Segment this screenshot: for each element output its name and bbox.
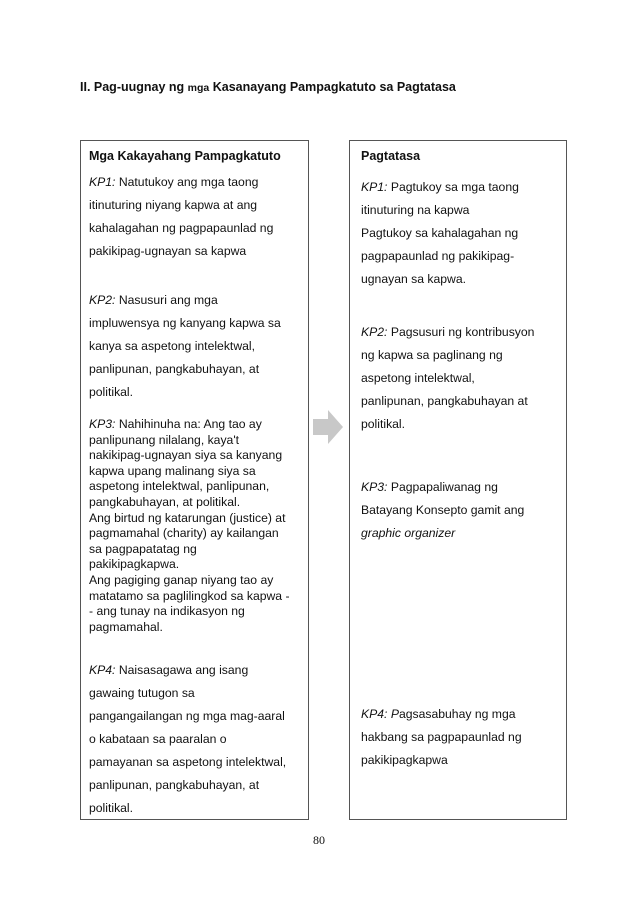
left-kp2: KP2: Nasusuri ang mga impluwensya ng kanyang kapwa sa kanya sa aspetong intelektwal, panlipunan, pangkabuhayan, at politikal. bbox=[89, 293, 281, 399]
left-kp4: KP4: Naisasagawa ang isang gawaing tutugon sa pangangailangan ng mga mag-aaral o kabataan sa paaralan o pamayanan sa aspetong intelektwal, panlipunan, pangkabuhayan, at politikal. bbox=[89, 663, 287, 815]
left-kp3: KP3: Nahihinuha na: Ang tao ay panlipunang nilalang, kaya't nakikipag-ugnayan siya sa kanyang kapwa upang malinang siya sa aspetong intelektwal, panlipunan, pangkabuhayan, at politikal. Ang birtud ng katarungan (justice) at pagmamahal (charity) ay kailangan sa pagpapatatag ng pakikipagkapwa. Ang pagiging ganap niyang tao ay matatamo sa paglilingkod sa kapwa - - ang tunay na indikasyon ng pagmamahal. bbox=[89, 417, 290, 634]
right-kp4: KP4: Pagsasabuhay ng mga hakbang sa pagpapaunlad ng pakikipagkapwa bbox=[361, 707, 522, 767]
right-kp1: KP1: Pagtukoy sa mga taong itinuturing na kapwa Pagtukoy sa kahalagahan ng pagpapaunlad ng pakikipag- ugnayan sa kapwa. bbox=[361, 180, 519, 286]
right-kp3: KP3: Pagpapaliwanag ng Batayang Konsepto gamit ang graphic organizer bbox=[361, 480, 525, 540]
right-kp2: KP2: Pagsusuri ng kontribusyon ng kapwa sa paglinang ng aspetong intelektwal, panlipunan, pangkabuhayan at politikal. bbox=[361, 325, 535, 431]
right-arrow-icon bbox=[313, 410, 343, 444]
page-number: 80 bbox=[313, 833, 325, 847]
left-kp1: KP1: Natutukoy ang mga taong itinuturing niyang kapwa at ang kahalagahan ng pagpapaunlad ng pakikipag-ugnayan sa kapwa bbox=[89, 175, 274, 258]
learning-competencies-title: Mga Kakayahang Pampagkatuto bbox=[89, 149, 281, 163]
section-heading: II. Pag-uugnay ng mga Kasanayang Pampagkatuto sa Pagtatasa bbox=[80, 80, 456, 94]
assessment-title: Pagtatasa bbox=[361, 149, 421, 163]
